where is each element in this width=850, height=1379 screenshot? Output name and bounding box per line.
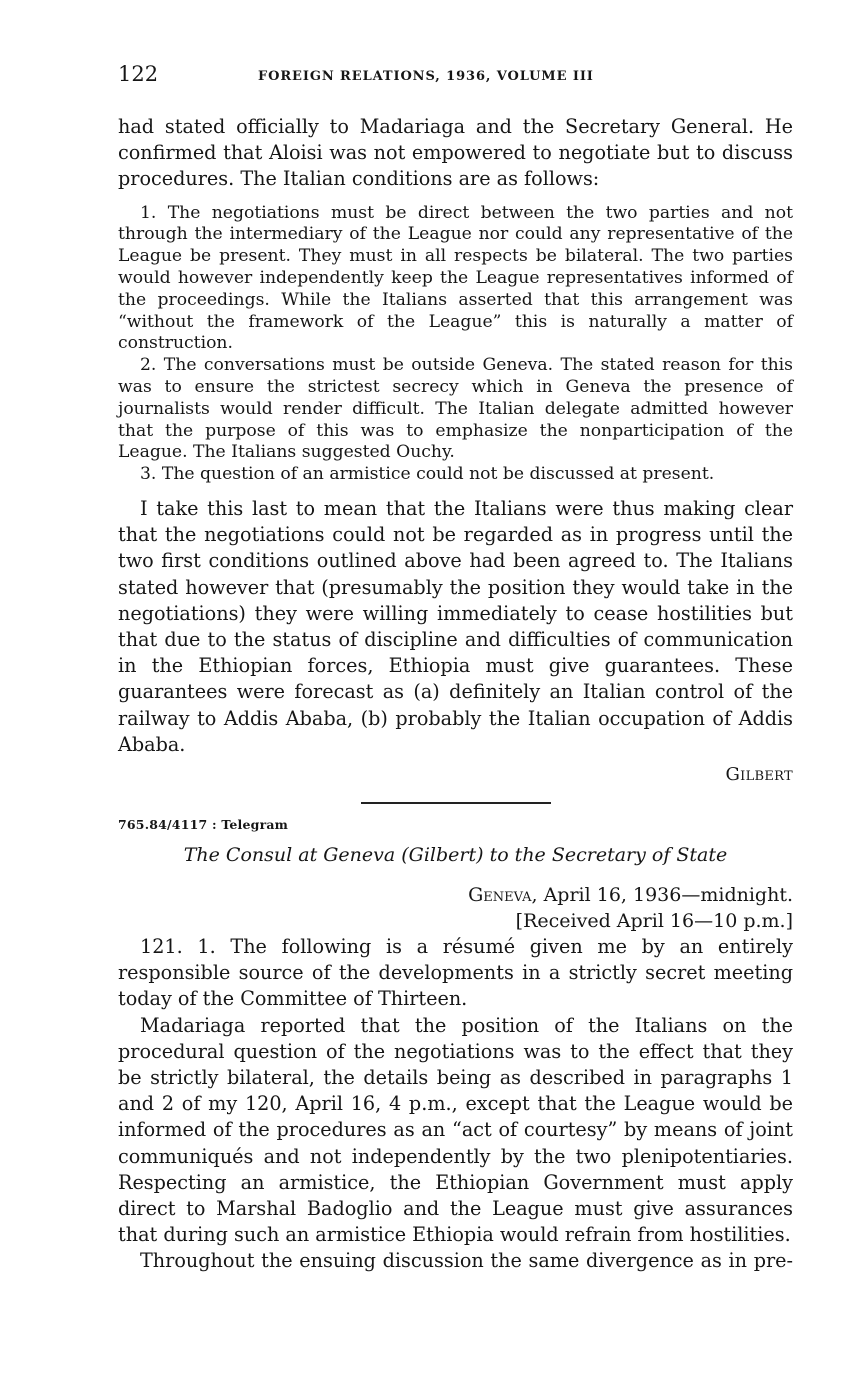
dateline-date: , April 16, 1936—midnight. — [531, 884, 793, 906]
intro-paragraph: had stated officially to Madariaga and the Secretary General. He confirmed that Aloisi was not empowered to negotiate but to discuss procedures. The Italian conditions are as follows: — [118, 115, 793, 191]
page-number: 122 — [118, 62, 159, 86]
document-page — [118, 62, 793, 1275]
section-divider — [361, 802, 551, 804]
telegram-paragraph-3: Throughout the ensuing discussion the same divergence as in pre- — [140, 1249, 793, 1273]
running-title: FOREIGN RELATIONS, 1936, VOLUME III — [258, 69, 594, 84]
dateline-place: Geneva — [468, 884, 532, 906]
file-reference: 765.84/4117 : Telegram — [118, 817, 289, 832]
telegram-paragraph-2: Madariaga reported that the position of the Italians on the procedural question of the negotiations was to the effect that they be strictly bilateral, the details being as described in paragraphs 1 and 2 of my 120, April 16, 4 p.m., except that the League would be informed of the procedures as an “act of courtesy” by means of joint communiqués and not independently by the two plenipotentiaries. Respecting an armistice, the Ethiopian Government must apply direct to Marshal Badoglio and the League must give assurances that during such an armistice Ethiopia would refrain from hostilities. — [118, 1013, 793, 1247]
condition-3: 3. The question of an armistice could not be discussed at present. — [140, 464, 715, 485]
document-title: The Consul at Geneva (Gilbert) to the Secretary of State — [183, 844, 728, 866]
italian-conditions-list — [118, 203, 793, 486]
signature-gilbert: Gilbert — [725, 764, 793, 785]
condition-2: 2. The conversations must be outside Geneva. The stated reason for this was to ensure the strictest secrecy which in Geneva the presence of journalists would render difficult. The Italian delegate admitted however that the purpose of this was to emphasize the nonparticipation of the League. The Italians suggested Ouchy. — [118, 355, 793, 463]
closing-paragraph: I take this last to mean that the Italians were thus making clear that the negotiations could not be regarded as in progress until the two first conditions outlined above had been agreed to. The Italians stated however that (presumably the position they would take in the negotiations) they were willing immediately to cease hostilities but that due to the status of discipline and difficulties of communication in the Ethiopian forces, Ethiopia must give guarantees. These guarantees were forecast as (a) definitely an Italian control of the railway to Addis Ababa, (b) probably the Italian occupation of Addis Ababa. — [118, 496, 793, 756]
condition-1: 1. The negotiations must be direct between the two parties and not through the intermediary of the League nor could any representative of the League be present. They must in all respects be bilateral. The two parties would however independently keep the League representatives informed of the proceedings. While the Italians asserted that this arrangement was “without the framework of the League” this is naturally a matter of construction. — [118, 202, 793, 354]
telegram-paragraph-1: 121. 1. The following is a résumé given me by an entirely responsible source of the developments in a strictly secret meeting today of the Committee of Thirteen. — [118, 935, 793, 1011]
received-note: [Received April 16—10 p.m.] — [515, 910, 793, 932]
dateline — [118, 882, 793, 908]
running-header — [118, 62, 793, 94]
